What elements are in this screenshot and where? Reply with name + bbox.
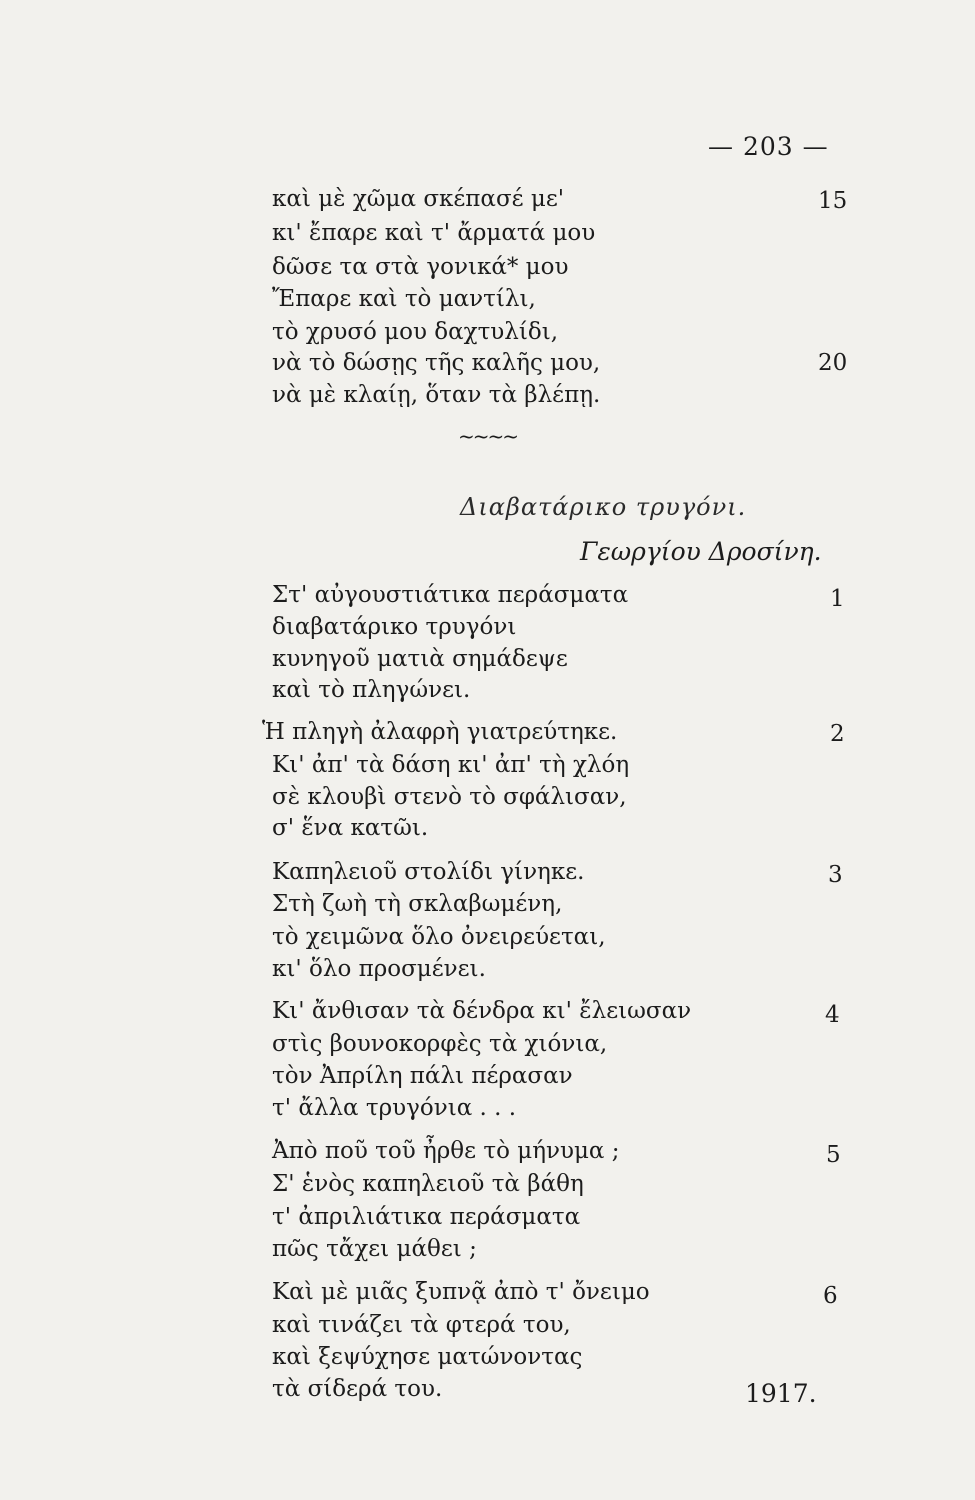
verse-line: τὸ χειμῶνα ὅλο ὀνειρεύεται, [272,924,606,950]
stanza-number: 1 [830,586,845,612]
verse-line: Ἀπὸ ποῦ τοῦ ἦρθε τὸ μήνυμα ; [272,1138,620,1164]
poem-year: 1917. [745,1379,817,1408]
line-number: 20 [818,350,848,376]
verse-line: τ' ἄλλα τρυγόνια . . . [272,1095,517,1121]
verse-line: Κι' ἄνθισαν τὰ δένδρα κι' ἔλειωσαν [272,998,692,1024]
verse-line: καὶ ξεψύχησε ματώνοντας [272,1344,583,1370]
verse-line: Στ' αὐγουστιάτικα περάσματα [272,582,629,608]
verse-line: στὶς βουνοκορφὲς τὰ χιόνια, [272,1031,608,1057]
verse-line: τὸ χρυσό μου δαχτυλίδι, [272,319,559,345]
verse-line: κυνηγοῦ ματιὰ σημάδεψε [272,646,568,672]
verse-line: Σ' ἑνὸς καπηλειοῦ τὰ βάθη [272,1171,584,1197]
section-ornament: ~~~~ [458,424,518,448]
verse-line: Καπηλειοῦ στολίδι γίνηκε. [272,859,585,885]
stanza-number: 2 [830,721,845,747]
stanza-number: 4 [825,1002,840,1028]
verse-line: Καὶ μὲ μιᾶς ξυπνᾷ ἀπὸ τ' ὄνειμο [272,1279,650,1305]
verse-line: Ἡ πληγὴ ἀλαφρὴ γιατρεύτηκε. [262,719,618,745]
verse-line: δῶσε τα στὰ γονικά* μου [272,254,569,280]
stanza-number: 6 [823,1283,838,1309]
stanza-number: 5 [826,1142,841,1168]
verse-line: νὰ μὲ κλαίῃ, ὅταν τὰ βλέπῃ. [272,382,601,408]
verse-line: νὰ τὸ δώσῃς τῆς καλῆς μου, [272,350,601,376]
verse-line: Κι' ἀπ' τὰ δάση κι' ἀπ' τὴ χλόη [272,752,630,778]
verse-line: Ἔπαρε καὶ τὸ μαντίλι, [272,286,536,312]
verse-line: καὶ μὲ χῶμα σκέπασέ με' [272,186,565,212]
verse-line: σὲ κλουβὶ στενὸ τὸ σφάλισαν, [272,784,627,810]
verse-line: σ' ἕνα κατῶι. [272,815,429,841]
stanza-number: 3 [828,862,843,888]
verse-line: καὶ τὸ πληγώνει. [272,677,471,703]
line-number: 15 [818,188,848,214]
verse-line: κι' ὅλο προσμένει. [272,956,486,982]
poem-title: Διαβατάρικο τρυγόνι. [460,493,747,521]
poem-author: Γεωργίου Δροσίνη. [580,537,822,566]
verse-line: τ' ἀπριλιάτικα περάσματα [272,1204,581,1230]
verse-line: πῶς τἄχει μάθει ; [272,1236,477,1262]
verse-line: κι' ἔπαρε καὶ τ' ἄρματά μου [272,220,596,246]
verse-line: Στὴ ζωὴ τὴ σκλαβωμένη, [272,891,563,917]
verse-line: τὰ σίδερά του. [272,1376,443,1402]
verse-line: καὶ τινάζει τὰ φτερά του, [272,1312,571,1338]
verse-line: διαβατάρικο τρυγόνι [272,614,517,640]
verse-line: τὸν Ἀπρίλη πάλι πέρασαν [272,1063,573,1089]
page-number: — 203 — [708,132,829,161]
